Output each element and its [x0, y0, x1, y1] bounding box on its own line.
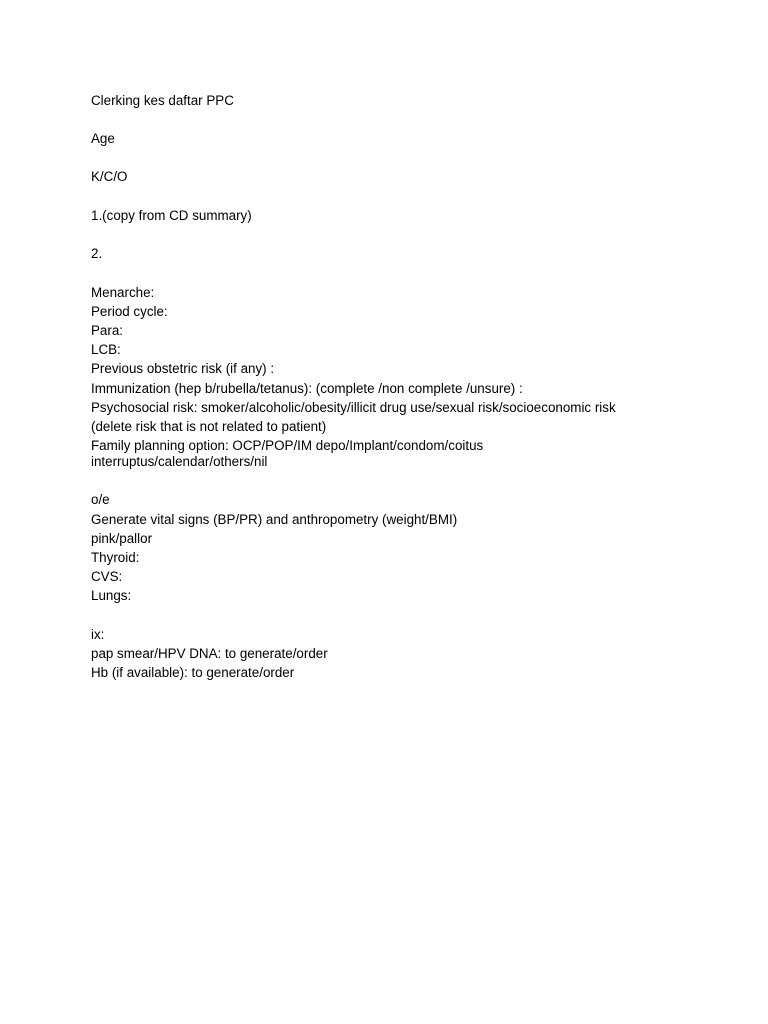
thyroid-label: Thyroid: — [91, 550, 140, 565]
hb-line: Hb (if available): to generate/order — [91, 665, 295, 680]
family-planning-label: Family planning option: OCP/POP/IM depo/Implant/condom/coitus — [91, 438, 484, 453]
psychosocial-risk-label: Psychosocial risk: smoker/alcoholic/obesity/illicit drug use/sexual risk/socioeconomic risk — [91, 400, 616, 415]
examination-heading: o/e — [91, 492, 110, 507]
kco-label: K/C/O — [91, 169, 128, 184]
previous-obstetric-risk-label: Previous obstetric risk (if any) : — [91, 361, 275, 376]
document-title: Clerking kes daftar PPC — [91, 93, 234, 108]
investigations-heading: ix: — [91, 627, 105, 642]
immunization-label: Immunization (hep b/rubella/tetanus): (complete /non complete /unsure) : — [91, 381, 523, 396]
lcb-label: LCB: — [91, 342, 121, 357]
psychosocial-note: (delete risk that is not related to patient) — [91, 419, 327, 434]
kco-item-1: 1.(copy from CD summary) — [91, 208, 252, 223]
period-cycle-label: Period cycle: — [91, 304, 168, 319]
kco-item-2: 2. — [91, 246, 103, 261]
pink-pallor-label: pink/pallor — [91, 531, 153, 546]
vital-signs-line: Generate vital signs (BP/PR) and anthropometry (weight/BMI) — [91, 512, 458, 527]
cvs-label: CVS: — [91, 569, 123, 584]
pap-smear-line: pap smear/HPV DNA: to generate/order — [91, 646, 328, 661]
lungs-label: Lungs: — [91, 588, 132, 603]
para-label: Para: — [91, 323, 124, 338]
menarche-label: Menarche: — [91, 285, 155, 300]
age-label: Age — [91, 131, 115, 146]
family-planning-label-continued: interruptus/calendar/others/nil — [91, 454, 268, 469]
